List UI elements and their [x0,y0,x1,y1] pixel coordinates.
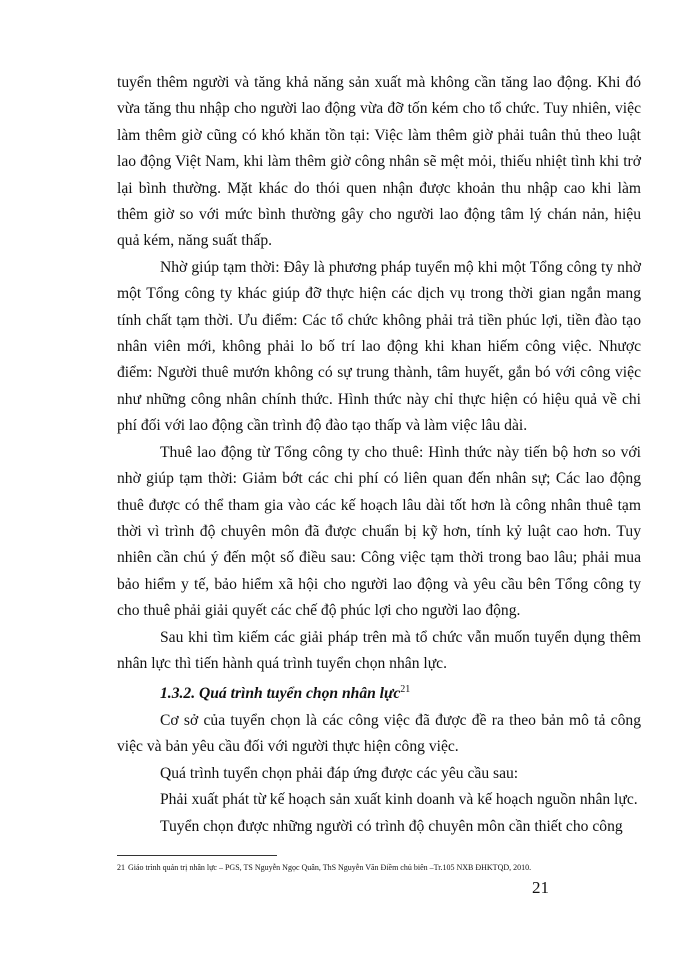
footnote [117,862,657,874]
paragraph-leased-labor: Thuê lao động từ Tổng công ty cho thuê: Hình thức này tiến bộ hơn so với nhờ giúp tạm thời: Giảm bớt các chi phí có liên quan đến nhân sự; Các lao động thuê được có thể tham gia vào các kế hoạch lâu dài tốt hơn là công nhân thuê tạm thời vì trình độ chuyên môn đã được chuẩn bị kỹ hơn, tính kỷ luật cao hơn. Tuy nhiên cần chú ý đến một số điều sau: Công việc tạm thời trong bao lâu; phải mua bảo hiểm y tế, bảo hiểm xã hội cho người lao động và yêu cầu bên Tổng công ty cho thuê phải giải quyết các chế độ phúc lợi cho người lao động. [117,443,641,620]
footnote-text: Giáo trình quản trị nhân lực – PGS, TS Nguyễn Ngọc Quân, ThS Nguyễn Văn Điềm chủ biên –Tr.105 NXB ĐHKTQD, 2010. [128,863,532,872]
paragraph-selection-basis: Cơ sở của tuyển chọn là các công việc đã được đề ra theo bản mô tả công việc và bản yêu cầu đối với người thực hiện công việc. [117,711,641,756]
page-number: 21 [532,878,549,897]
paragraph-requirement-1: Phải xuất phát từ kế hoạch sản xuất kinh doanh và kế hoạch nguồn nhân lực. [160,791,638,809]
section-heading [117,677,641,708]
body-text [117,70,641,840]
paragraph-requirements-intro: Quá trình tuyển chọn phải đáp ứng được các yêu cầu sau: [160,764,519,782]
paragraph-after-solutions: Sau khi tìm kiếm các giải pháp trên mà tổ chức vẫn muốn tuyển dụng thêm nhân lực thì tiến hành quá trình tuyển chọn nhân lực. [117,628,641,672]
paragraph-overtime-continued: tuyển thêm người và tăng khả năng sản xuất mà không cần tăng lao động. Khi đó vừa tăng thu nhập cho người lao động vừa đỡ tốn kém cho tổ chức. Tuy nhiên, việc làm thêm giờ cũng có khó khăn tồn tại: Việc làm thêm giờ phải tuân thủ theo luật lao động Việt Nam, khi làm thêm giờ công nhân sẽ mệt mỏi, thiếu nhiệt tình khi trở lại bình thường. Mặt khác do thói quen nhận được khoản thu nhập cao khi làm thêm giờ so với mức bình thường gây cho người lao động tâm lý chán nản, hiệu quả kém, năng suất thấp. [117,74,641,250]
paragraph-requirement-2: Tuyển chọn được những người có trình độ chuyên môn cần thiết cho công [160,817,623,835]
paragraph-temporary-help: Nhờ giúp tạm thời: Đây là phương pháp tuyển mộ khi một Tổng công ty nhờ một Tổng công ty khác giúp đỡ thực hiện các dịch vụ trong thời gian ngắn mang tính chất tạm thời. Ưu điểm: Các tổ chức không phải trả tiền phúc lợi, tiền đào tạo nhân viên mới, không phải lo bố trí lao động khi khan hiếm công việc. Nhược điểm: Người thuê mướn không có sự trung thành, tâm huyết, gắn bó với công việc như những công nhân chính thức. Hình thức này chỉ thực hiện có hiệu quả về chi phí đối với lao động cần trình độ đào tạo thấp và làm việc lâu dài. [117,258,641,435]
section-heading-text: 1.3.2. Quá trình tuyển chọn nhân lực [160,685,401,703]
footnote-separator [117,855,277,856]
footnote-number: 21 [117,863,125,872]
footnote-reference: 21 [400,684,411,696]
